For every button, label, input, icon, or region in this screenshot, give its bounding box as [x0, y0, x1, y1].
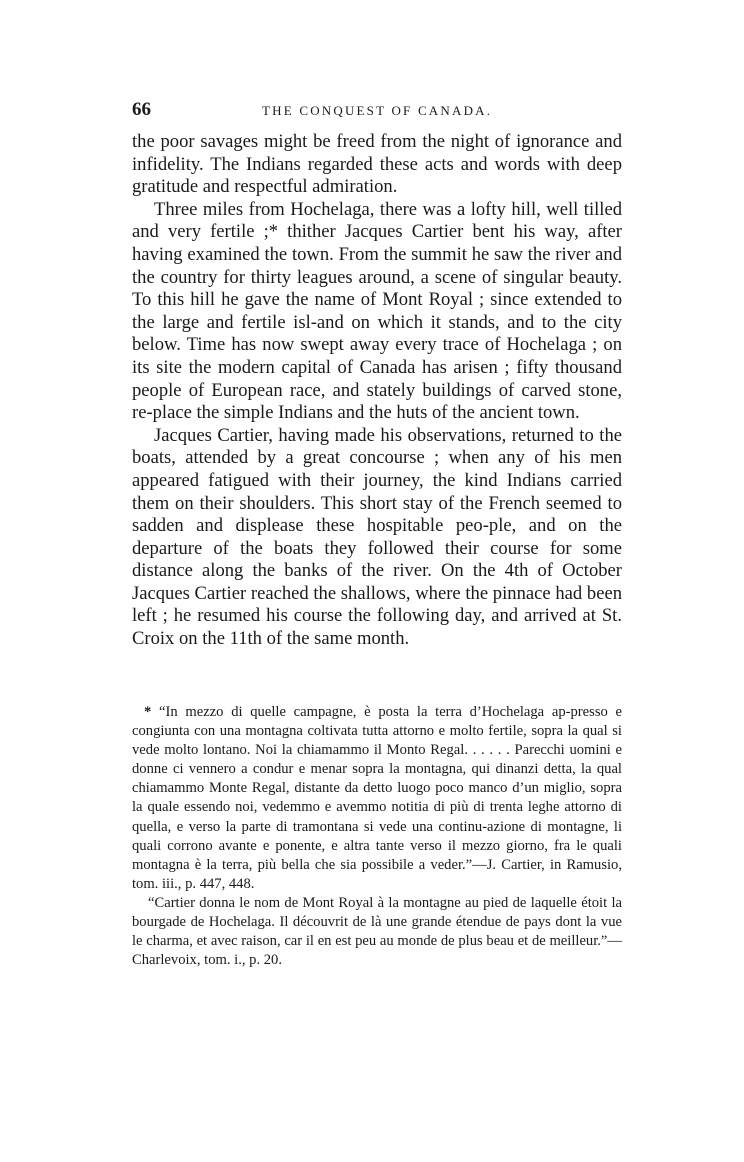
footnotes [132, 703, 622, 970]
running-title: THE CONQUEST OF CANADA. [262, 103, 493, 118]
body-paragraph: Jacques Cartier, having made his observations, returned to the boats, attended by a great concourse ; when any of his men appeared fatigued with their journey, the kind Indians carried them on their shoulders. This short stay of the French seemed to sadden and displease these hospitable peo-ple, and on the departure of the boats they followed their course for some distance along the banks of the river. On the 4th of October Jacques Cartier reached the shallows, where the pinnace had been left ; he resumed his course the following day, and arrived at St. Croix on the 11th of the same month. [132, 424, 622, 650]
body-text [132, 131, 622, 651]
footnote-paragraph: “Cartier donna le nom de Mont Royal à la montagne au pied de laquelle étoit la bourgade de Hochelaga. Il découvrit de là une grande étendue de pays dont la vue le charma, et avec raison, car il en est peu au monde de plus beau et de meilleur.”—Charlevoix, tom. i., p. 20. [132, 894, 622, 969]
footnote-text: “In mezzo di quelle campagne, è posta la terra d’Hochelaga ap-presso e congiunta con una montagna coltivata tutta attorno e molto fertile, sopra la qual si vede molto lontano. Noi la chiamammo il Monto Regal. . . . . . Parecchi uomini e donne ci vennero a condur e menar sopra la montagna, qui dinanzi detta, la qual chiamammo Monte Regal, distante da detto luogo poco manco d’un miglio, sopra la quale essendo noi, vedemmo e avemmo notitia di più di trenta leghe attorno di quella, e verso la parte di tramontana si vede una continu-azione di montagne, li quali corrono avante e ponente, e altra tante verso il mezzo giorno, fra le quali montagna è la terra, più bella che sia possibile a veder.”—J. Cartier, in Ramusio, tom. iii., p. 447, 448. [132, 704, 622, 892]
body-paragraph: the poor savages might be freed from the night of ignorance and infidelity. The Indians regarded these acts and words with deep gratitude and respectful admiration. [132, 131, 622, 198]
body-paragraph: Three miles from Hochelaga, there was a lofty hill, well tilled and very fertile ;* thither Jacques Cartier bent his way, after having examined the town. From the summit he saw the river and the country for thirty leagues around, a scene of singular beauty. To this hill he gave the name of Mont Royal ; since extended to the large and fertile isl-and on which it stands, and to the city below. Time has now swept away every trace of Hochelaga ; on its site the modern capital of Canada has arisen ; fifty thousand people of European race, and stately buildings of carved stone, re-place the simple Indians and the huts of the ancient town. [132, 198, 622, 424]
footnote-marker: * [144, 704, 152, 720]
page-header [132, 98, 622, 122]
footnote-paragraph [132, 703, 622, 894]
page-number: 66 [132, 99, 151, 120]
